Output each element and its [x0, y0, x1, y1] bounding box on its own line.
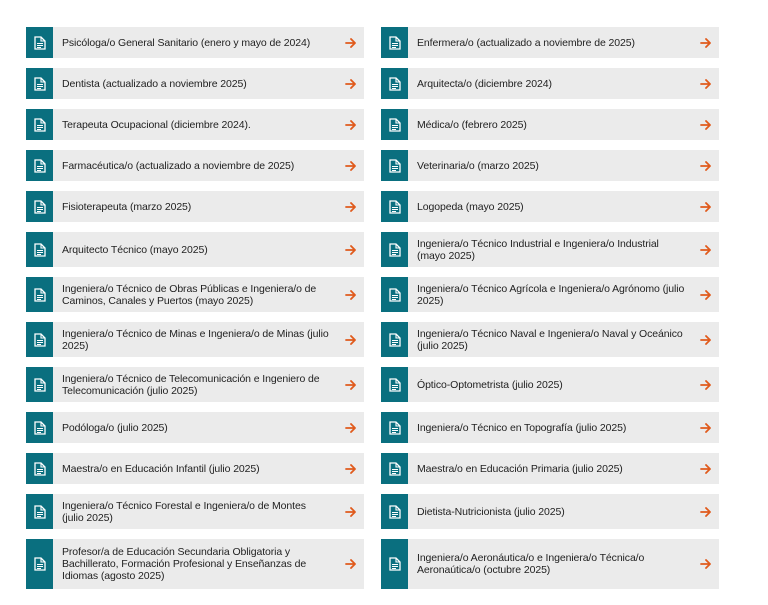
arrow-right-icon	[338, 367, 364, 402]
list-item[interactable]	[381, 191, 719, 222]
arrow-right-icon	[338, 68, 364, 99]
list-item[interactable]	[381, 150, 719, 181]
list-item[interactable]	[26, 412, 364, 443]
document-icon	[26, 367, 53, 402]
document-icon	[26, 494, 53, 529]
arrow-right-icon	[338, 494, 364, 529]
document-icon	[26, 27, 53, 58]
arrow-right-icon	[338, 191, 364, 222]
document-list	[26, 27, 719, 599]
list-item[interactable]	[26, 232, 364, 267]
list-item-label: Arquitecto Técnico (mayo 2025)	[62, 243, 208, 256]
list-item-label: Ingeniera/o Técnico Naval e Ingeniera/o Naval y Oceánico (julio 2025)	[417, 327, 683, 352]
list-item-label: Farmacéutica/o (actualizado a noviembre de 2025)	[62, 159, 295, 172]
list-item[interactable]	[26, 453, 364, 484]
list-item[interactable]	[26, 322, 364, 357]
list-item[interactable]	[381, 277, 719, 312]
list-item[interactable]	[26, 109, 364, 140]
list-item-label: Ingeniera/o Técnico Forestal e Ingeniera/o de Montes (julio 2025)	[62, 499, 306, 524]
list-item-label: Terapeuta Ocupacional (diciembre 2024).	[62, 118, 251, 131]
list-item[interactable]	[26, 27, 364, 58]
list-item-label: Ingeniera/o Técnico de Minas e Ingeniera/o de Minas (julio 2025)	[62, 327, 329, 352]
list-item[interactable]	[381, 232, 719, 267]
list-item[interactable]	[26, 367, 364, 402]
document-icon	[381, 322, 408, 357]
right-column	[381, 27, 719, 599]
document-icon	[381, 412, 408, 443]
document-icon	[381, 277, 408, 312]
document-icon	[26, 191, 53, 222]
list-item[interactable]	[26, 150, 364, 181]
list-item[interactable]	[381, 453, 719, 484]
document-icon	[381, 109, 408, 140]
document-icon	[381, 68, 408, 99]
arrow-right-icon	[338, 412, 364, 443]
arrow-right-icon	[693, 277, 719, 312]
list-item-label: Veterinaria/o (marzo 2025)	[417, 159, 539, 172]
list-item-label: Psicóloga/o General Sanitario (enero y mayo de 2024)	[62, 36, 311, 49]
arrow-right-icon	[693, 539, 719, 589]
list-item-label: Ingeniera/o Técnico en Topografía (julio 2025)	[417, 421, 627, 434]
arrow-right-icon	[338, 277, 364, 312]
arrow-right-icon	[693, 109, 719, 140]
list-item-label: Arquitecta/o (diciembre 2024)	[417, 77, 552, 90]
list-item-label: Podóloga/o (julio 2025)	[62, 421, 168, 434]
arrow-right-icon	[693, 412, 719, 443]
document-icon	[26, 232, 53, 267]
document-icon	[381, 367, 408, 402]
list-item-label: Profesor/a de Educación Secundaria Obligatoria y Bachillerato, Formación Profesional y Enseñanzas de Idiomas (agosto 2025)	[62, 546, 307, 582]
arrow-right-icon	[693, 322, 719, 357]
list-item-label: Ingeniera/o Técnico Industrial e Ingeniera/o Industrial (mayo 2025)	[417, 237, 659, 262]
list-item[interactable]	[26, 277, 364, 312]
list-item-label: Maestra/o en Educación Primaria (julio 2025)	[417, 462, 623, 475]
arrow-right-icon	[693, 494, 719, 529]
arrow-right-icon	[693, 68, 719, 99]
document-icon	[26, 539, 53, 589]
arrow-right-icon	[338, 150, 364, 181]
list-item[interactable]	[381, 322, 719, 357]
arrow-right-icon	[338, 109, 364, 140]
list-item[interactable]	[381, 494, 719, 529]
document-icon	[381, 27, 408, 58]
document-icon	[381, 453, 408, 484]
list-item-label: Fisioterapeuta (marzo 2025)	[62, 200, 192, 213]
document-icon	[381, 232, 408, 267]
document-icon	[26, 322, 53, 357]
list-item[interactable]	[381, 412, 719, 443]
list-item[interactable]	[26, 539, 364, 589]
list-item-label: Enfermera/o (actualizado a noviembre de 2025)	[417, 36, 635, 49]
list-item[interactable]	[381, 109, 719, 140]
document-icon	[26, 68, 53, 99]
arrow-right-icon	[693, 191, 719, 222]
document-icon	[381, 191, 408, 222]
document-icon	[26, 109, 53, 140]
arrow-right-icon	[338, 232, 364, 267]
arrow-right-icon	[338, 27, 364, 58]
list-item[interactable]	[381, 27, 719, 58]
document-icon	[26, 453, 53, 484]
list-item[interactable]	[381, 539, 719, 589]
list-item-label: Ingeniera/o Aeronáutica/o e Ingeniera/o Técnica/o Aeronaútica/o (octubre 2025)	[417, 552, 645, 576]
document-icon	[381, 150, 408, 181]
left-column	[26, 27, 364, 599]
arrow-right-icon	[693, 150, 719, 181]
list-item-label: Dietista-Nutricionista (julio 2025)	[417, 505, 565, 518]
arrow-right-icon	[693, 232, 719, 267]
list-item-label: Ingeniera/o Técnico Agrícola e Ingeniera/o Agrónomo (julio 2025)	[417, 282, 685, 307]
arrow-right-icon	[693, 27, 719, 58]
arrow-right-icon	[693, 367, 719, 402]
list-item[interactable]	[381, 68, 719, 99]
list-item[interactable]	[26, 191, 364, 222]
arrow-right-icon	[338, 539, 364, 589]
document-icon	[381, 539, 408, 589]
document-icon	[26, 150, 53, 181]
list-item[interactable]	[381, 367, 719, 402]
list-item-label: Dentista (actualizado a noviembre 2025)	[62, 77, 247, 90]
list-item-label: Logopeda (mayo 2025)	[417, 200, 524, 213]
document-icon	[26, 277, 53, 312]
document-icon	[381, 494, 408, 529]
arrow-right-icon	[338, 453, 364, 484]
arrow-right-icon	[338, 322, 364, 357]
list-item[interactable]	[26, 68, 364, 99]
list-item-label: Óptico-Optometrista (julio 2025)	[417, 378, 563, 391]
arrow-right-icon	[693, 453, 719, 484]
document-icon	[26, 412, 53, 443]
list-item-label: Ingeniera/o Técnico de Obras Públicas e Ingeniera/o de Caminos, Canales y Puertos (mayo 2025)	[62, 282, 317, 307]
list-item-label: Maestra/o en Educación Infantil (julio 2025)	[62, 462, 260, 475]
list-item-label: Ingeniera/o Técnico de Telecomunicación e Ingeniero de Telecomunicación (julio 2025)	[62, 372, 320, 397]
list-item-label: Médica/o (febrero 2025)	[417, 118, 527, 131]
list-item[interactable]	[26, 494, 364, 529]
